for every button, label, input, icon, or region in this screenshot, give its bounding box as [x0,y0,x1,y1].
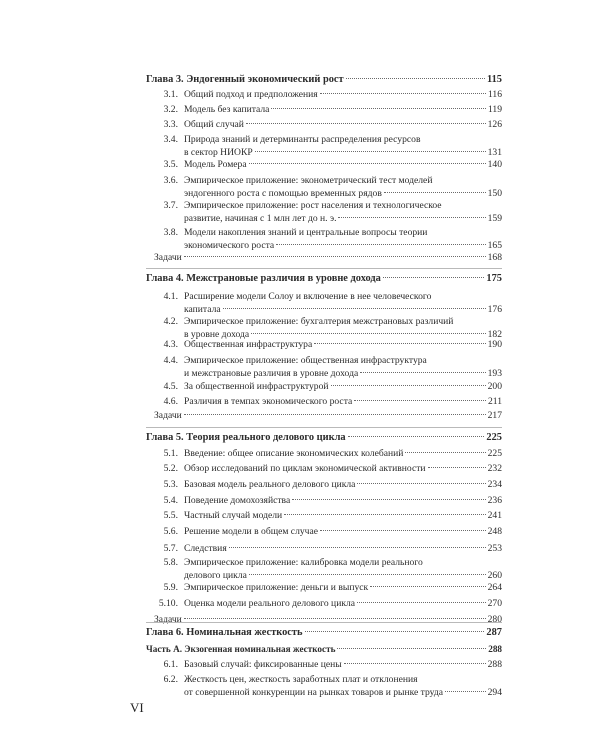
entry-title: Базовая модель реального делового цикла [184,479,356,490]
entry-text [184,227,502,252]
section-number: 3.1. [163,89,178,100]
entry-title: Часть A. Экзогенная номинальная жесткость [146,644,336,654]
dot-leader [344,663,486,664]
dot-leader [249,163,486,164]
entry-title: эндогенного роста с помощью временных рядов [184,187,382,199]
section-number: 4.2. [163,316,178,327]
section-number: 4.1. [163,291,178,302]
entry-text [184,396,502,408]
entry-title: и межстрановые различия в уровне дохода [184,367,359,379]
page-ref: 270 [487,598,502,609]
page-ref: 140 [487,159,502,170]
page-ref: 264 [487,582,502,593]
entry-text [146,252,502,264]
entry-leader-line [146,273,502,285]
dot-leader [251,333,485,334]
entry-title: Общий случай [184,119,244,130]
dot-leader [370,586,485,587]
page-ref: 217 [487,410,502,421]
entry-leader-line [184,448,502,460]
entry-title: Модель Ромера [184,159,247,170]
entry-leader-line [184,659,502,671]
page-ref: 232 [487,463,502,474]
dot-leader [348,436,485,437]
entry-leader-line [184,119,502,131]
entry-leader-line [184,510,502,522]
page-ref: 241 [487,510,502,521]
entry-leader-line [184,598,502,610]
section-number: 3.8. [163,227,178,238]
entry-leader-line [184,526,502,538]
entry-text [184,291,502,316]
dot-leader [271,108,486,109]
entry-title-line: Модели накопления знаний и центральные вопросы теории [184,227,428,238]
entry-text [184,448,502,460]
section-number: 3.4. [163,134,178,145]
entry-text [146,432,502,444]
entry-title: Глава 4. Межстрановые различия в уровне дохода [146,273,381,284]
page-ref: 182 [487,328,502,340]
entry-text [184,119,502,131]
entry-leader-line [184,381,502,393]
entry-title: Модель без капитала [184,104,270,115]
entry-leader-line [184,304,502,316]
section-number: 4.6. [163,396,178,407]
page-ref: 119 [487,104,502,115]
page-ref: 159 [487,212,502,224]
page-ref: 131 [487,146,502,158]
dot-leader [184,414,486,415]
entry-text [184,582,502,594]
entry-leader-line [184,687,502,699]
page-ref: 287 [486,627,502,638]
section-number: 5.1. [163,448,178,459]
entry-leader-line [146,643,502,655]
dot-leader [445,691,486,692]
entry-leader-line [146,74,502,86]
dot-leader [320,530,486,531]
dot-leader [357,483,485,484]
page-ref: 175 [486,273,502,284]
entry-title: Задачи [154,410,182,421]
entry-text [184,200,502,225]
entry-title-line: Эмпирическое приложение: калибровка модели реального [184,557,423,568]
section-number: 6.1. [163,659,178,670]
entry-title-line: Расширение модели Солоу и включение в нее человеческого [184,291,432,302]
section-number: 5.3. [163,479,178,490]
page-ref: 225 [486,432,502,443]
entry-title: Различия в темпах экономического роста [184,396,353,407]
page-ref: 168 [487,252,502,263]
entry-text [146,410,502,422]
entry-title: Частный случай модели [184,510,283,521]
entry-leader-line [184,543,502,555]
entry-leader-line [146,614,502,626]
entry-text [184,495,502,507]
section-number: 5.7. [163,543,178,554]
chapter-divider [146,427,502,428]
page-ref: 288 [487,659,502,670]
dot-leader [320,93,486,94]
page-ref: 126 [487,119,502,130]
dot-leader [346,78,485,79]
entry-leader-line [184,396,502,408]
dot-leader [354,400,486,401]
dot-leader [305,631,485,632]
entry-title: Задачи [154,252,182,263]
entry-text [184,543,502,555]
page-ref: 193 [487,367,502,379]
entry-title-line: Эмпирическое приложение: рост населения и технологическое [184,200,442,211]
entry-title-line: Эмпирическое приложение: бухгалтерия межстрановых различий [184,316,454,327]
entry-title: Задачи [154,614,182,625]
entry-title: За общественной инфраструктурой [184,381,329,392]
section-number: 3.6. [163,175,178,186]
entry-title-line: Эмпирическое приложение: общественная инфраструктура [184,355,427,366]
section-number: 3.2. [163,104,178,115]
entry-leader-line [184,495,502,507]
entry-text [184,104,502,116]
dot-leader [249,574,486,575]
entry-text [184,479,502,491]
page-ref: 236 [487,495,502,506]
entry-leader-line [184,213,502,225]
entry-title: развитие, начиная с 1 млн лет до н. э. [184,212,337,224]
entry-title: Глава 6. Номинальная жесткость [146,627,303,638]
page-ref: 225 [487,448,502,459]
entry-title: Решение модели в общем случае [184,526,318,537]
entry-text [184,598,502,610]
entry-title: Поведение домохозяйства [184,495,291,506]
dot-leader [357,602,486,603]
entry-title: в уровне дохода [184,328,250,340]
page-ref: 248 [487,526,502,537]
section-number: 4.4. [163,355,178,366]
dot-leader [184,256,486,257]
page-ref: 280 [487,614,502,625]
entry-leader-line [184,479,502,491]
entry-title-line: Жесткость цен, жесткость заработных плат и отклонения [184,674,418,685]
page-ref: 176 [487,303,502,315]
entry-text [146,74,502,86]
page-number: VI [130,700,144,715]
entry-title: Базовый случай: фиксированные цены [184,659,342,670]
chapter-divider [146,622,502,623]
entry-text [184,175,502,200]
dot-leader [314,343,485,344]
section-number: 5.10. [158,598,178,609]
entry-leader-line [184,147,502,159]
entry-text [184,316,502,341]
page-ref: 116 [487,89,502,100]
entry-text [146,643,502,655]
page-ref: 253 [487,543,502,554]
page-ref: 190 [487,339,502,350]
entry-title: Оценка модели реального делового цикла [184,598,356,609]
entry-title: Эмпирическое приложение: деньги и выпуск [184,582,369,593]
page-ref: 234 [487,479,502,490]
dot-leader [276,244,485,245]
entry-leader-line [184,240,502,252]
entry-title: делового цикла [184,569,247,581]
dot-leader [428,467,486,468]
entry-leader-line [146,432,502,444]
entry-title: экономического роста [184,239,275,251]
section-number: 3.3. [163,119,178,130]
dot-leader [337,648,486,649]
chapter-divider [146,268,502,269]
page-ref: 150 [487,187,502,199]
dot-leader [255,151,486,152]
page-ref: 294 [487,686,502,698]
entry-leader-line [184,570,502,582]
entry-leader-line [184,159,502,171]
entry-text [184,339,502,351]
dot-leader [405,452,485,453]
entry-text [146,627,502,639]
entry-leader-line [184,188,502,200]
section-number: 3.7. [163,200,178,211]
entry-leader-line [184,463,502,475]
entry-leader-line [146,627,502,639]
entry-text [184,463,502,475]
page-ref: 165 [487,239,502,251]
page-ref: 288 [488,644,502,654]
entry-text [184,381,502,393]
section-number: 5.6. [163,526,178,537]
entry-title-line: Природа знаний и детерминанты распределения ресурсов [184,134,421,145]
entry-leader-line [184,339,502,351]
entry-title: Глава 3. Эндогенный экономический рост [146,74,344,85]
dot-leader [383,277,485,278]
entry-title: капитала [184,303,221,315]
page-ref: 200 [487,381,502,392]
entry-text [184,526,502,538]
entry-text [184,510,502,522]
dot-leader [384,192,486,193]
section-number: 5.4. [163,495,178,506]
entry-title: Общий подход и предположения [184,89,318,100]
dot-leader [331,385,486,386]
entry-title: Общественная инфраструктура [184,339,313,350]
entry-title: Следствия [184,543,227,554]
entry-text [184,557,502,582]
entry-title: Введение: общее описание экономических колебаний [184,448,404,459]
dot-leader [184,618,486,619]
entry-text [184,159,502,171]
entry-text [146,273,502,285]
section-number: 4.5. [163,381,178,392]
entry-text [184,89,502,101]
entry-text [184,674,502,699]
dot-leader [360,372,485,373]
entry-title-line: Эмпирическое приложение: эконометрический тест моделей [184,175,433,186]
section-number: 6.2. [163,674,178,685]
section-number: 5.5. [163,510,178,521]
dot-leader [292,499,485,500]
entry-leader-line [184,582,502,594]
section-number: 5.2. [163,463,178,474]
section-number: 5.8. [163,557,178,568]
dot-leader [223,308,486,309]
entry-text [184,355,502,380]
section-number: 5.9. [163,582,178,593]
entry-text [146,614,502,626]
page-ref: 211 [487,396,502,407]
entry-title: в сектор НИОКР [184,146,253,158]
entry-leader-line [184,89,502,101]
entry-text [184,659,502,671]
dot-leader [338,217,485,218]
entry-leader-line [146,252,502,264]
entry-text [184,134,502,159]
entry-leader-line [184,368,502,380]
entry-leader-line [146,410,502,422]
section-number: 4.3. [163,339,178,350]
entry-title: Обзор исследований по циклам экономической активности [184,463,426,474]
dot-leader [246,123,486,124]
section-number: 3.5. [163,159,178,170]
entry-leader-line [184,104,502,116]
entry-title: от совершенной конкуренции на рынках товаров и рынке труда [184,686,443,698]
page-ref: 115 [486,74,502,85]
entry-title: Глава 5. Теория реального делового цикла [146,432,346,443]
dot-leader [229,547,486,548]
page-ref: 260 [487,569,502,581]
dot-leader [284,514,485,515]
